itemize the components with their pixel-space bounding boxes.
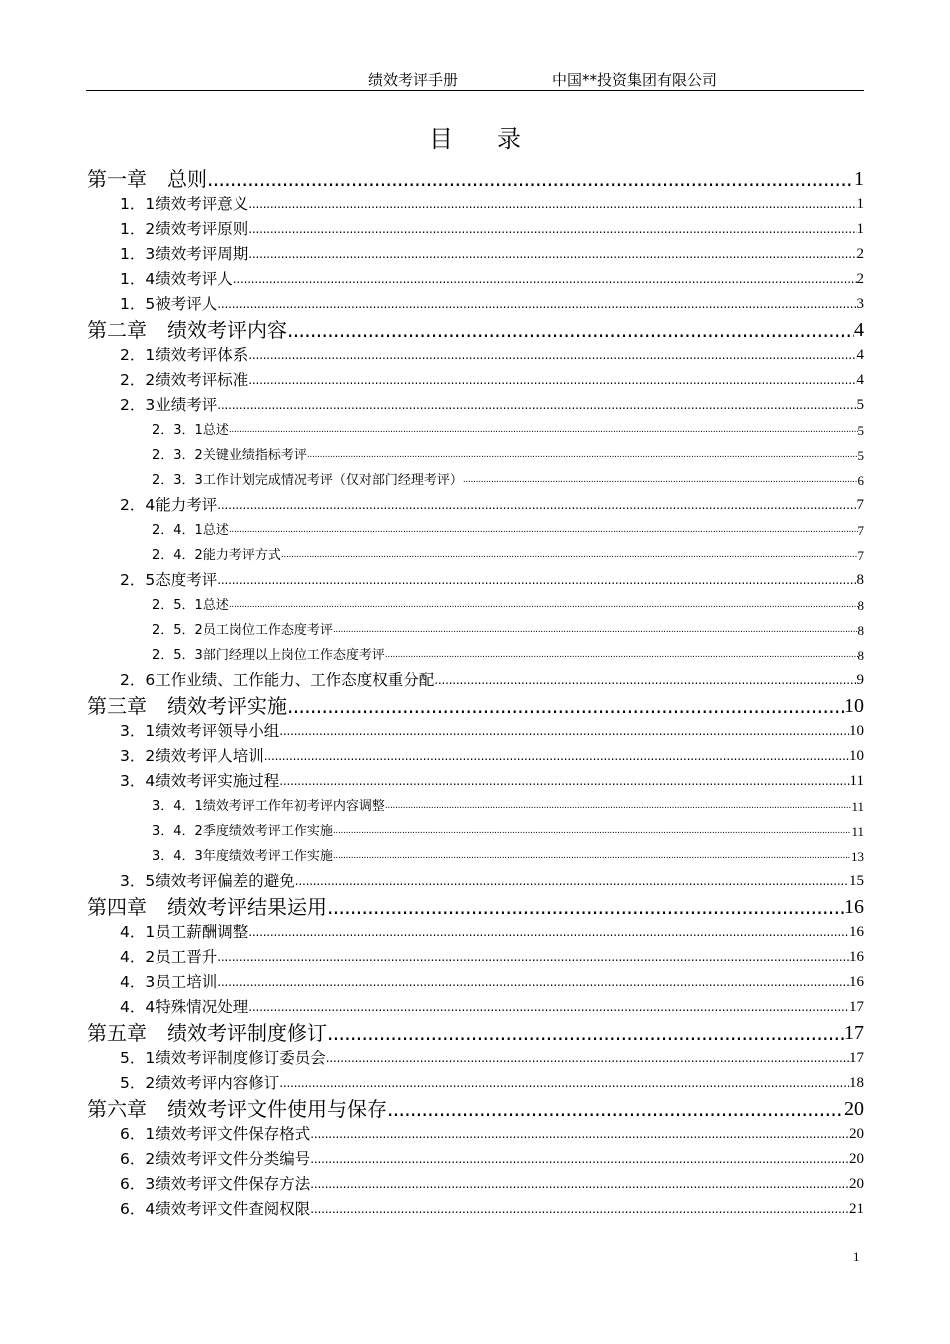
toc-dot-leader — [248, 368, 856, 393]
toc-dot-leader — [307, 443, 858, 468]
toc-entry-label: 2．2绩效考评标准 — [120, 371, 249, 389]
toc-dot-leader — [310, 1122, 849, 1147]
toc-dot-leader — [385, 643, 858, 668]
toc-entry-label: 6．1绩效考评文件保存格式 — [120, 1125, 311, 1143]
toc-entry-level-3[interactable] — [86, 468, 864, 493]
toc-entry-page-number: 2 — [856, 246, 864, 262]
toc-dot-leader — [248, 920, 849, 945]
toc-dot-leader — [248, 192, 856, 217]
toc-entry-level-1[interactable] — [86, 1096, 864, 1122]
toc-entry-label: 2．3．3工作计划完成情况考评（仅对部门经理考评） — [152, 473, 463, 488]
toc-entry-level-2[interactable] — [86, 568, 864, 593]
toc-entry-label: 1．4绩效考评人 — [120, 270, 233, 288]
toc-entry-page-number: 17 — [849, 1050, 864, 1066]
toc-dot-leader — [281, 543, 858, 568]
toc-entry-level-2[interactable] — [86, 1172, 864, 1197]
toc-entry-label: 4．4特殊情况处理 — [120, 998, 249, 1016]
toc-entry-page-number: 16 — [849, 949, 864, 965]
table-of-contents — [86, 166, 864, 1222]
toc-entry-label: 第五章 绩效考评制度修订 — [87, 1021, 327, 1045]
toc-entry-label: 4．1员工薪酬调整 — [120, 923, 249, 941]
toc-dot-leader — [287, 693, 844, 719]
toc-entry-level-2[interactable] — [86, 995, 864, 1020]
toc-entry-level-2[interactable] — [86, 1147, 864, 1172]
page-header — [86, 66, 864, 91]
toc-entry-label: 1．3绩效考评周期 — [120, 245, 249, 263]
toc-entry-level-2[interactable] — [86, 719, 864, 744]
toc-dot-leader — [287, 317, 854, 343]
toc-entry-level-3[interactable] — [86, 543, 864, 568]
toc-entry-page-number: 5 — [857, 423, 864, 438]
toc-entry-page-number: 10 — [849, 723, 864, 739]
toc-entry-label: 2．4．1总述 — [152, 523, 229, 538]
toc-dot-leader — [279, 719, 849, 744]
toc-entry-level-1[interactable] — [86, 166, 864, 192]
toc-dot-leader — [217, 292, 856, 317]
toc-entry-level-2[interactable] — [86, 292, 864, 317]
toc-entry-level-2[interactable] — [86, 668, 864, 693]
toc-dot-leader — [248, 242, 856, 267]
toc-entry-label: 5．1绩效考评制度修订委员会 — [120, 1049, 326, 1067]
toc-entry-level-2[interactable] — [86, 1197, 864, 1222]
toc-dot-leader — [217, 568, 856, 593]
toc-dot-leader — [463, 468, 858, 493]
toc-entry-page-number: 2 — [856, 271, 864, 287]
toc-dot-leader — [333, 819, 852, 844]
toc-dot-leader — [229, 418, 858, 443]
toc-entry-level-2[interactable] — [86, 945, 864, 970]
toc-entry-label: 3．4．2季度绩效考评工作实施 — [152, 824, 333, 839]
toc-entry-page-number: 8 — [857, 623, 864, 638]
toc-entry-page-number: 10 — [844, 695, 864, 717]
toc-entry-page-number: 8 — [857, 648, 864, 663]
header-company-name: 中国**投资集团有限公司 — [552, 71, 718, 89]
toc-entry-level-2[interactable] — [86, 1046, 864, 1071]
toc-dot-leader — [248, 995, 849, 1020]
toc-entry-label: 2．5．1总述 — [152, 598, 229, 613]
toc-entry-label: 1．5被考评人 — [120, 295, 218, 313]
toc-dot-leader — [295, 869, 849, 894]
toc-entry-label: 第二章 绩效考评内容 — [87, 318, 287, 342]
toc-entry-page-number: 16 — [844, 896, 864, 918]
toc-entry-level-1[interactable] — [86, 894, 864, 920]
toc-entry-level-3[interactable] — [86, 518, 864, 543]
toc-entry-label: 2．5．2员工岗位工作态度考评 — [152, 623, 333, 638]
toc-entry-label: 2．5．3部门经理以上岗位工作态度考评 — [152, 648, 385, 663]
toc-entry-page-number: 13 — [851, 849, 864, 864]
toc-entry-label: 2．6工作业绩、工作能力、工作态度权重分配 — [120, 671, 435, 689]
toc-entry-page-number: 17 — [849, 999, 864, 1015]
toc-dot-leader — [310, 1172, 849, 1197]
toc-entry-label: 2．3．1总述 — [152, 423, 229, 438]
toc-entry-level-2[interactable] — [86, 1122, 864, 1147]
toc-dot-leader — [229, 593, 858, 618]
toc-dot-leader — [434, 668, 856, 693]
toc-entry-level-3[interactable] — [86, 418, 864, 443]
toc-entry-level-2[interactable] — [86, 217, 864, 242]
toc-entry-level-2[interactable] — [86, 493, 864, 518]
toc-entry-level-2[interactable] — [86, 744, 864, 769]
toc-entry-page-number: 4 — [856, 372, 864, 388]
toc-entry-label: 6．3绩效考评文件保存方法 — [120, 1175, 311, 1193]
toc-entry-page-number: 20 — [849, 1151, 864, 1167]
toc-dot-leader — [217, 393, 856, 418]
toc-dot-leader — [248, 343, 856, 368]
toc-entry-label: 5．2绩效考评内容修订 — [120, 1074, 280, 1092]
toc-entry-level-2[interactable] — [86, 343, 864, 368]
toc-dot-leader — [327, 894, 844, 920]
toc-entry-label: 2．3业绩考评 — [120, 396, 218, 414]
toc-dot-leader — [233, 267, 857, 292]
toc-entry-page-number: 20 — [849, 1126, 864, 1142]
toc-entry-label: 3．4．3年度绩效考评工作实施 — [152, 849, 333, 864]
toc-dot-leader — [326, 1046, 849, 1071]
toc-entry-level-2[interactable] — [86, 242, 864, 267]
toc-entry-page-number: 8 — [857, 598, 864, 613]
header-manual-title: 绩效考评手册 — [368, 71, 459, 89]
toc-entry-page-number: 8 — [856, 572, 864, 588]
toc-dot-leader — [310, 1197, 849, 1222]
toc-entry-page-number: 20 — [844, 1098, 864, 1120]
toc-entry-label: 第四章 绩效考评结果运用 — [87, 895, 327, 919]
toc-entry-level-2[interactable] — [86, 920, 864, 945]
toc-entry-level-2[interactable] — [86, 1071, 864, 1096]
toc-entry-page-number: 7 — [856, 497, 864, 513]
toc-entry-level-1[interactable] — [86, 1020, 864, 1046]
toc-entry-label: 第六章 绩效考评文件使用与保存 — [87, 1097, 387, 1121]
toc-entry-label: 3．1绩效考评领导小组 — [120, 722, 280, 740]
toc-entry-page-number: 4 — [854, 319, 864, 341]
toc-entry-level-2[interactable] — [86, 192, 864, 217]
toc-entry-label: 6．4绩效考评文件查阅权限 — [120, 1200, 311, 1218]
toc-dot-leader — [217, 493, 856, 518]
toc-entry-page-number: 18 — [849, 1075, 864, 1091]
toc-entry-label: 3．4绩效考评实施过程 — [120, 772, 280, 790]
toc-entry-label: 4．3员工培训 — [120, 973, 218, 991]
footer-page-number: 1 — [853, 1249, 860, 1264]
toc-entry-level-2[interactable] — [86, 970, 864, 995]
toc-title: 目录 — [429, 125, 565, 153]
toc-entry-page-number: 11 — [851, 824, 864, 839]
toc-entry-page-number: 7 — [857, 548, 864, 563]
toc-dot-leader — [387, 1096, 844, 1122]
toc-entry-page-number: 1 — [856, 221, 864, 237]
toc-dot-leader — [207, 166, 854, 192]
toc-dot-leader — [310, 1147, 849, 1172]
toc-entry-page-number: 11 — [849, 773, 864, 789]
toc-entry-level-3[interactable] — [86, 844, 864, 869]
toc-dot-leader — [248, 217, 856, 242]
toc-entry-label: 3．2绩效考评人培训 — [120, 747, 264, 765]
toc-dot-leader — [333, 844, 851, 869]
toc-entry-page-number: 10 — [849, 748, 864, 764]
toc-entry-level-1[interactable] — [86, 693, 864, 719]
toc-entry-page-number: 1 — [856, 196, 864, 212]
toc-entry-level-2[interactable] — [86, 368, 864, 393]
toc-entry-page-number: 16 — [849, 924, 864, 940]
toc-dot-leader — [333, 618, 858, 643]
toc-entry-label: 2．5态度考评 — [120, 571, 218, 589]
toc-entry-page-number: 11 — [851, 799, 864, 814]
toc-entry-level-3[interactable] — [86, 819, 864, 844]
toc-dot-leader — [217, 970, 849, 995]
toc-entry-level-1[interactable] — [86, 317, 864, 343]
toc-entry-label: 1．2绩效考评原则 — [120, 220, 249, 238]
toc-entry-page-number: 20 — [849, 1176, 864, 1192]
toc-entry-level-2[interactable] — [86, 769, 864, 794]
toc-entry-page-number: 21 — [849, 1201, 864, 1217]
toc-entry-page-number: 17 — [844, 1022, 864, 1044]
toc-entry-level-3[interactable] — [86, 618, 864, 643]
toc-entry-page-number: 1 — [854, 168, 864, 190]
toc-entry-page-number: 6 — [857, 473, 864, 488]
toc-entry-page-number: 9 — [856, 672, 864, 688]
toc-dot-leader — [279, 1071, 849, 1096]
toc-dot-leader — [217, 945, 849, 970]
toc-entry-label: 2．1绩效考评体系 — [120, 346, 249, 364]
toc-entry-label: 1．1绩效考评意义 — [120, 195, 249, 213]
toc-dot-leader — [229, 518, 858, 543]
toc-entry-label: 6．2绩效考评文件分类编号 — [120, 1150, 311, 1168]
toc-entry-label: 第三章 绩效考评实施 — [87, 694, 287, 718]
toc-entry-label: 2．4能力考评 — [120, 496, 218, 514]
toc-entry-label: 2．3．2关键业绩指标考评 — [152, 448, 307, 463]
toc-dot-leader — [327, 1020, 844, 1046]
toc-entry-level-3[interactable] — [86, 593, 864, 618]
toc-entry-level-2[interactable] — [86, 869, 864, 894]
toc-entry-level-2[interactable] — [86, 393, 864, 418]
toc-entry-label: 第一章 总则 — [87, 167, 207, 191]
toc-entry-label: 3．5绩效考评偏差的避免 — [120, 872, 295, 890]
toc-entry-page-number: 4 — [856, 347, 864, 363]
toc-entry-page-number: 5 — [856, 397, 864, 413]
toc-entry-page-number: 7 — [857, 523, 864, 538]
toc-entry-page-number: 15 — [849, 873, 864, 889]
toc-entry-level-3[interactable] — [86, 794, 864, 819]
toc-entry-page-number: 5 — [857, 448, 864, 463]
toc-entry-level-2[interactable] — [86, 267, 864, 292]
toc-entry-level-3[interactable] — [86, 643, 864, 668]
toc-dot-leader — [264, 744, 849, 769]
toc-entry-page-number: 16 — [849, 974, 864, 990]
toc-entry-level-3[interactable] — [86, 443, 864, 468]
toc-dot-leader — [385, 794, 852, 819]
toc-entry-label: 3．4．1绩效考评工作年初考评内容调整 — [152, 799, 385, 814]
toc-entry-label: 4．2员工晋升 — [120, 948, 218, 966]
toc-entry-label: 2．4．2能力考评方式 — [152, 548, 281, 563]
toc-dot-leader — [279, 769, 849, 794]
toc-entry-page-number: 3 — [856, 296, 864, 312]
